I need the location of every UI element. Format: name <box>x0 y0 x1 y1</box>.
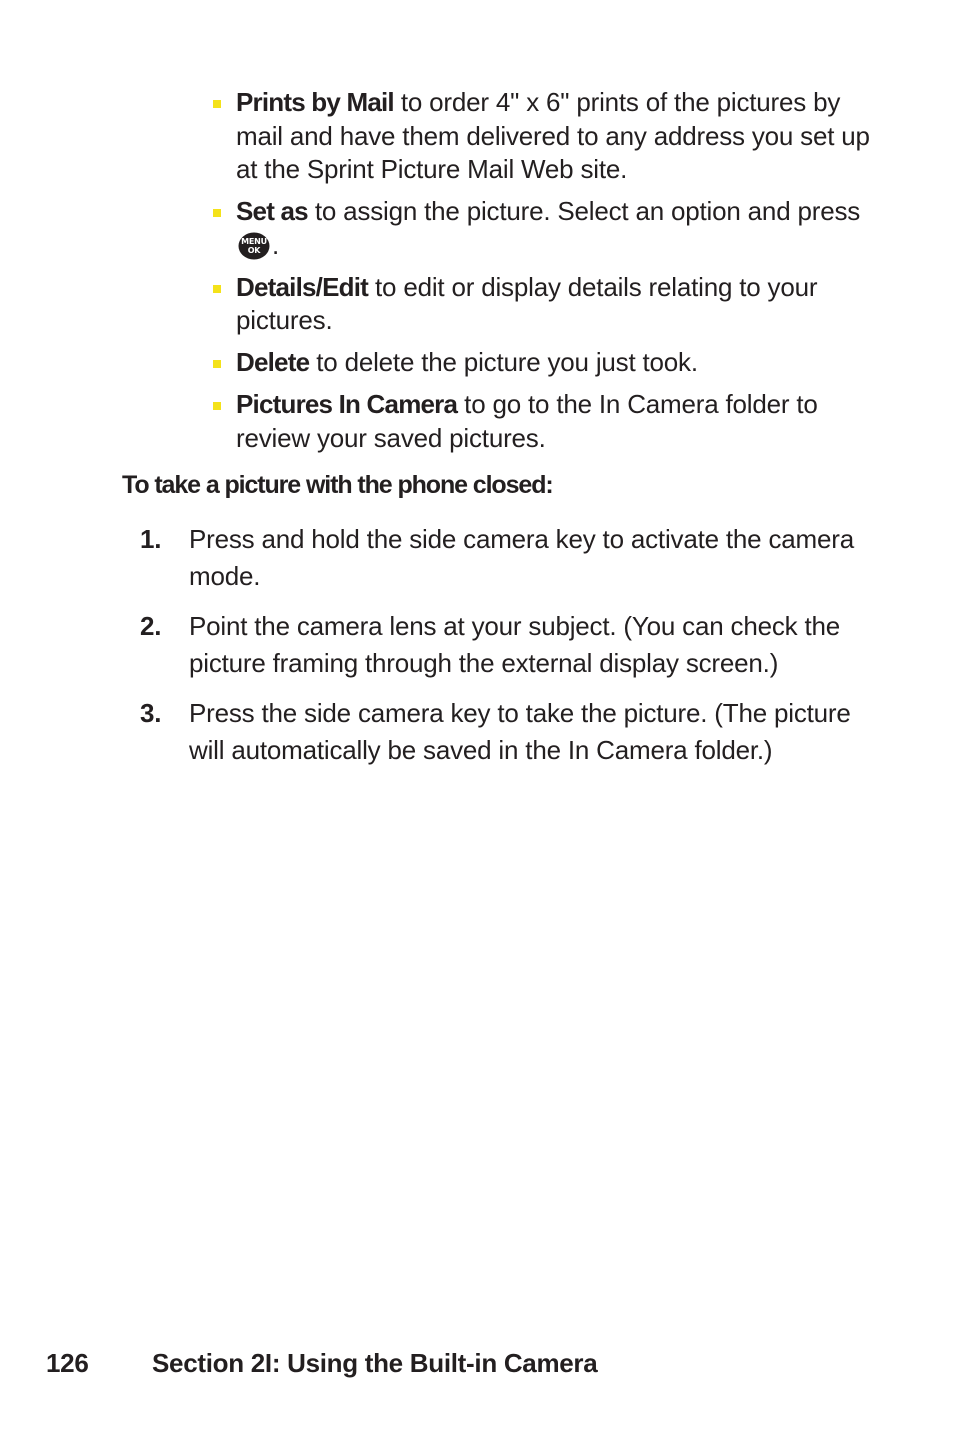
step-number: 1. <box>140 524 162 554</box>
menu-ok-key-bottom-label: OK <box>247 245 261 255</box>
bullet-term: Set as <box>236 196 308 226</box>
bullet-item-pictures-in-camera <box>210 388 870 455</box>
menu-ok-key-top-label: MENU <box>241 236 267 246</box>
page-footer <box>46 1348 597 1379</box>
bullet-square-icon <box>213 285 221 293</box>
bullet-square-icon <box>213 209 221 217</box>
bullet-text: to delete the picture you just took. <box>309 347 698 377</box>
bullet-term: Delete <box>236 347 310 377</box>
bullet-term: Pictures In Camera <box>236 389 458 419</box>
procedure-heading: To take a picture with the phone closed: <box>122 471 553 499</box>
step-text: Press the side camera key to take the picture. (The picture will automatically be saved in the In Camera folder.) <box>189 698 851 765</box>
page-number: 126 <box>46 1348 89 1378</box>
bullet-square-icon <box>213 100 221 108</box>
step-number: 2. <box>140 611 162 641</box>
step-item <box>140 695 870 768</box>
bullet-text: to go to the In Camera folder to review your saved pictures. <box>236 389 818 453</box>
bullet-text-end: . <box>272 229 280 260</box>
step-item <box>140 521 870 594</box>
bullet-item-details-edit <box>210 271 870 338</box>
menu-ok-key-icon <box>238 232 270 260</box>
bullet-item-delete <box>210 346 870 380</box>
bullet-text: to order 4" x 6" prints of the pictures by mail and have them delivered to any address you set up at the Sprint Picture Mail Web site. <box>236 87 870 184</box>
bullet-term: Prints by Mail <box>236 87 394 117</box>
section-title: Section 2I: Using the Built-in Camera <box>152 1348 598 1378</box>
bullet-text: to assign the picture. Select an option and press <box>307 196 861 226</box>
bullet-item-set-as <box>210 195 870 262</box>
bullet-term: Details/Edit <box>236 271 368 302</box>
step-number: 3. <box>140 698 162 728</box>
bullet-text: to edit or display details relating to your pictures. <box>236 271 818 335</box>
step-text: Point the camera lens at your subject. (You can check the picture framing through the external display screen.) <box>189 611 841 678</box>
bullet-item-prints-by-mail <box>210 86 870 187</box>
bullet-square-icon <box>213 360 221 368</box>
bullet-list <box>210 86 870 464</box>
bullet-square-icon <box>213 402 221 410</box>
step-text: Press and hold the side camera key to activate the camera mode. <box>189 524 854 591</box>
step-item <box>140 608 870 681</box>
steps-list <box>140 521 870 782</box>
